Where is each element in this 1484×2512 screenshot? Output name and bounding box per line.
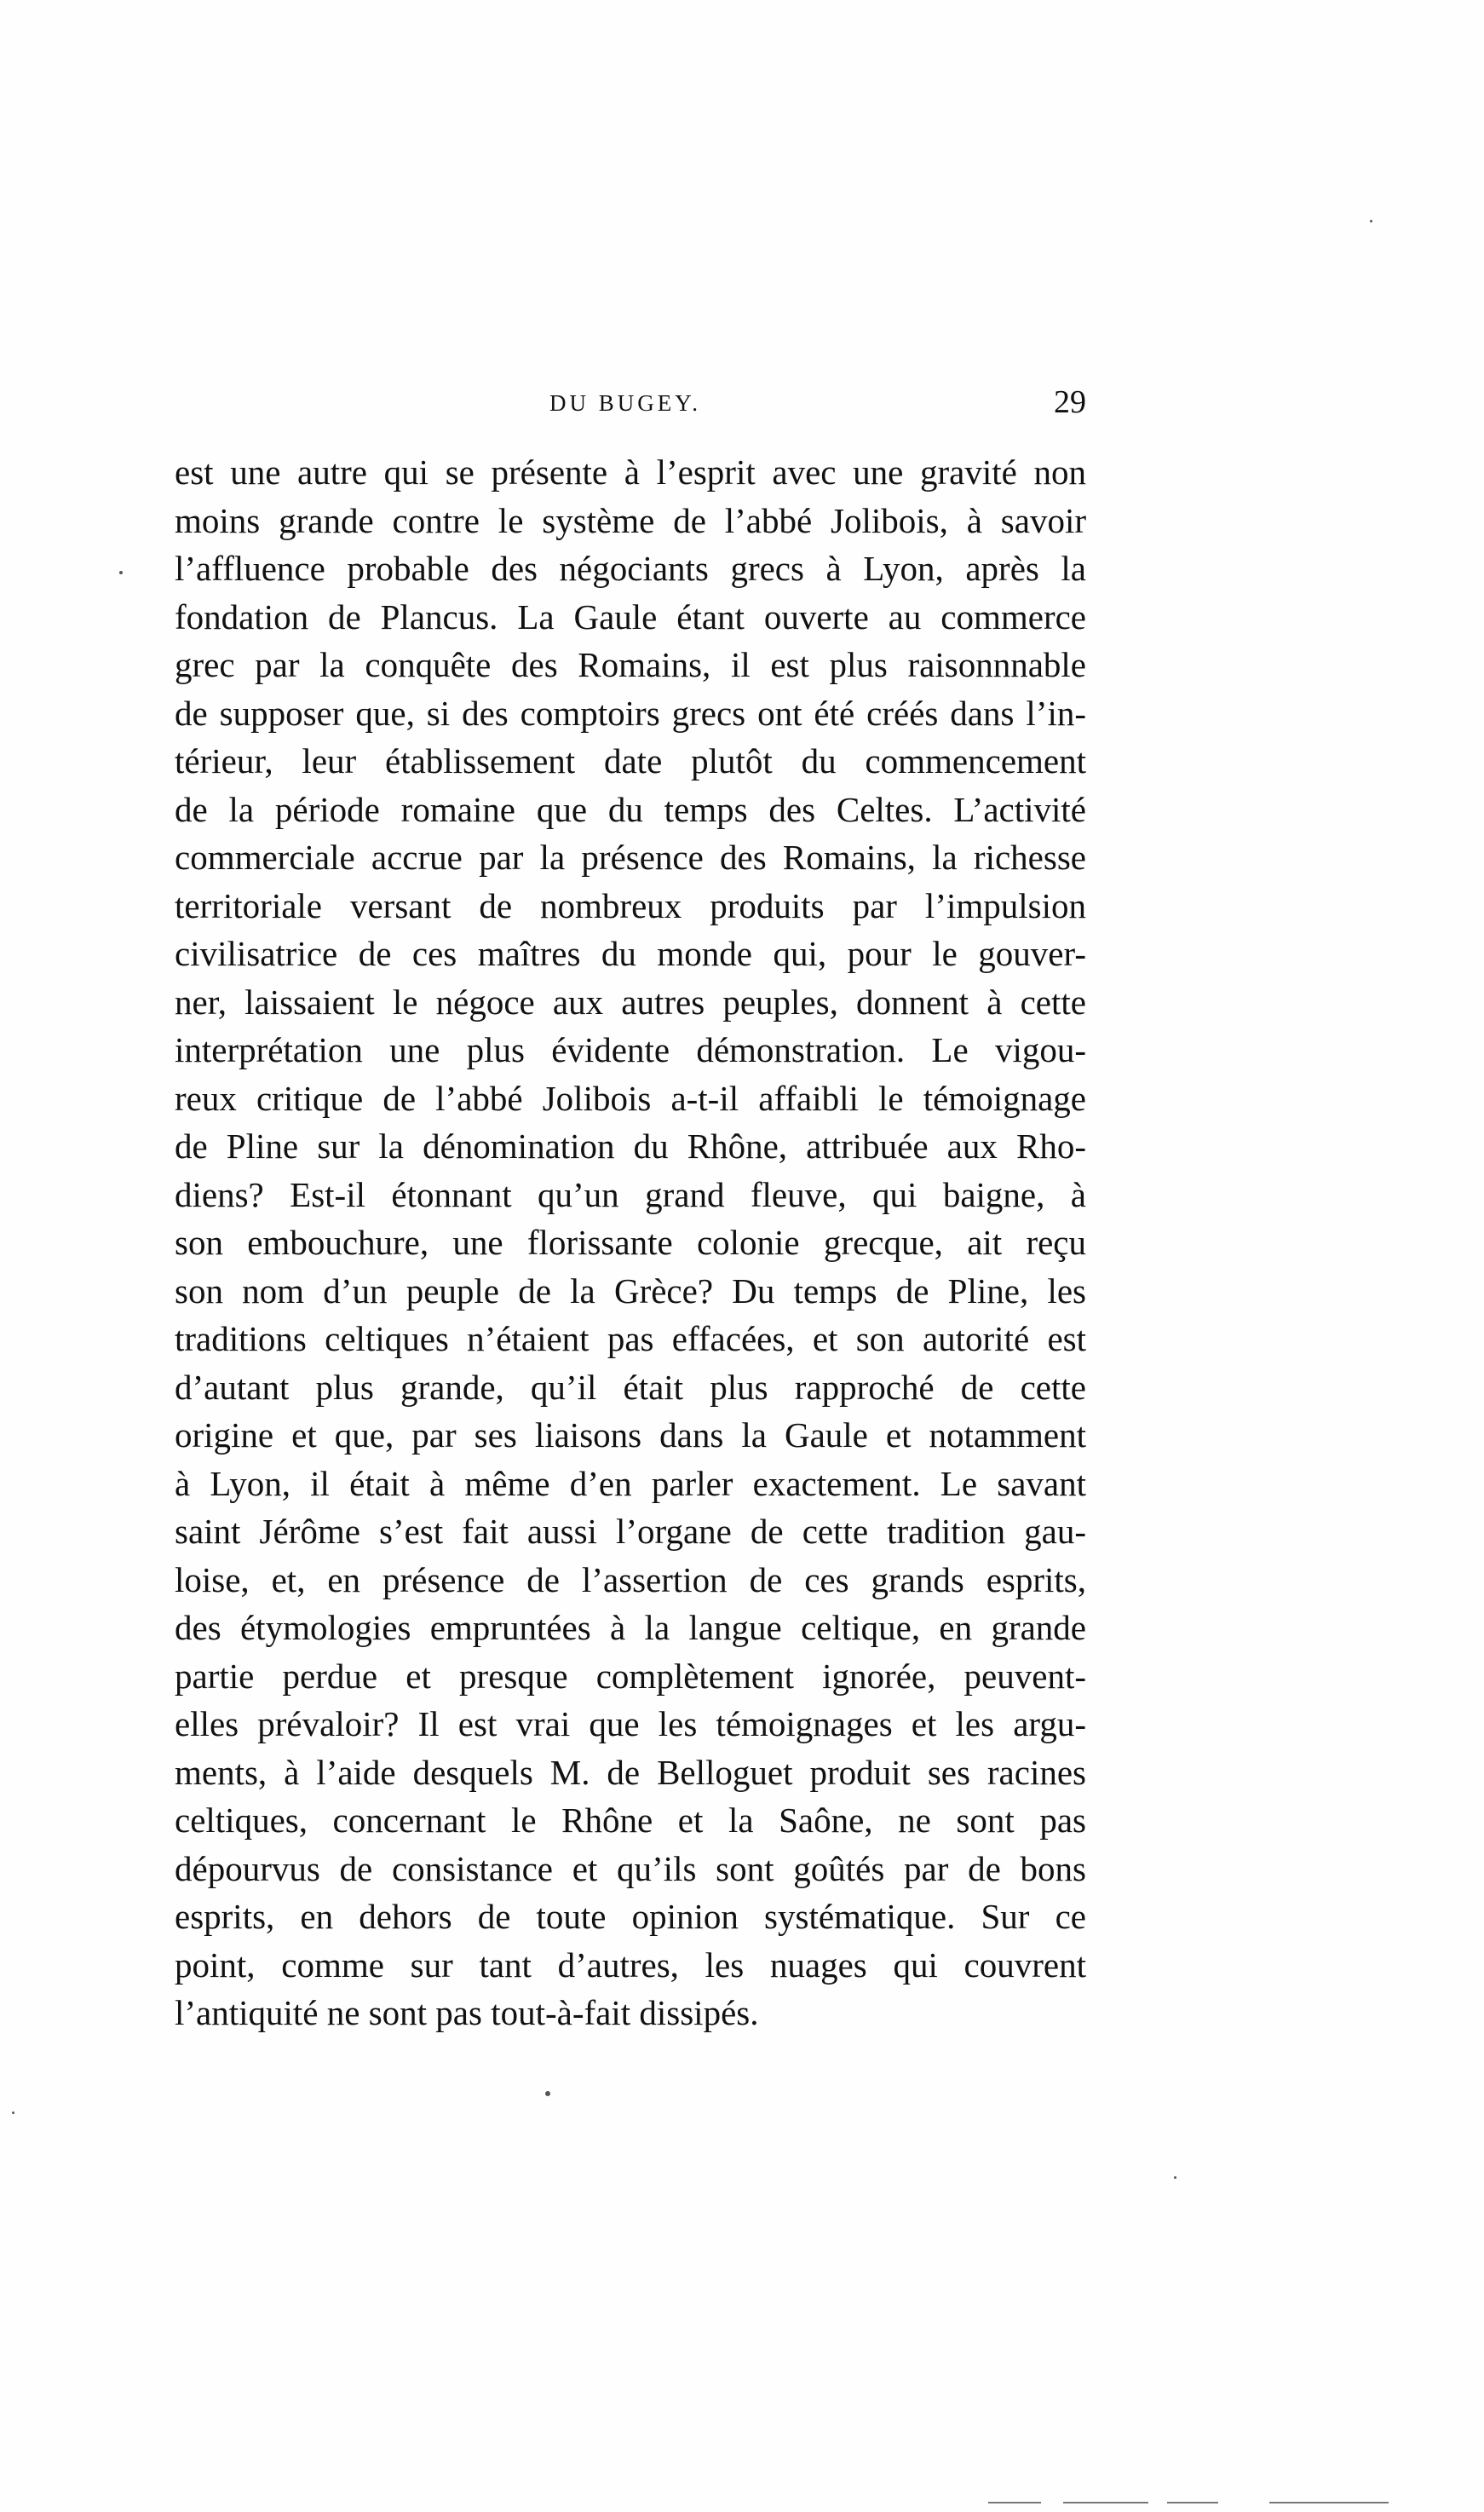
scan-speck (545, 2091, 550, 2096)
text-line: son embouchure, une florissante colonie grecque, ait reçu (175, 1223, 1086, 1262)
scan-speck (1370, 220, 1372, 222)
text-line: fondation de Plancus. La Gaule étant ouverte au commerce (175, 596, 1086, 637)
page-number: 29 (1054, 384, 1086, 420)
text-line: elles prévaloir? Il est vrai que les témoignages et les argu- (175, 1704, 1086, 1743)
text-line: ner, laissaient le négoce aux autres peuples, donnent à cette (175, 982, 1086, 1022)
text-line: l’antiquité ne sont pas tout-à-fait dissipés. (175, 1993, 759, 2032)
text-line: esprits, en dehors de toute opinion systématique. Sur ce (175, 1897, 1086, 1936)
text-line: ments, à l’aide desquels M. de Belloguet produit ses racines (175, 1752, 1086, 1792)
scan-speck (1174, 2176, 1176, 2179)
text-line: saint Jérôme s’est fait aussi l’organe de cette tradition gau- (175, 1512, 1086, 1551)
text-line: l’affluence probable des négociants grecs à Lyon, après la (175, 549, 1086, 588)
text-line: interprétation une plus évidente démonstration. Le vigou- (175, 1030, 1086, 1069)
scan-edge-rule (1167, 2502, 1218, 2503)
text-line: à Lyon, il était à même d’en parler exactement. Le savant (175, 1463, 1086, 1503)
scan-edge-rule (988, 2502, 1041, 2503)
text-line: reux critique de l’abbé Jolibois a-t-il affaibli le témoignage (175, 1078, 1086, 1118)
text-line: des étymologies empruntées à la langue celtique, en grande (175, 1608, 1086, 1647)
text-line: commerciale accrue par la présence des Romains, la richesse (175, 838, 1086, 877)
running-title: DU BUGEY. (549, 390, 702, 416)
running-head (175, 384, 1086, 441)
text-line: son nom d’un peuple de la Grèce? Du temps de Pline, les (175, 1270, 1086, 1311)
text-line: civilisatrice de ces maîtres du monde qui, pour le gouver- (175, 934, 1086, 973)
text-line: dépourvus de consistance et qu’ils sont goûtés par de bons (175, 1848, 1086, 1888)
text-line: d’autant plus grande, qu’il était plus rapproché de cette (175, 1367, 1086, 1407)
text-line: traditions celtiques n’étaient pas effacées, et son autorité est (175, 1319, 1086, 1358)
scan-edge-rule (1063, 2502, 1148, 2503)
text-line: de la période romaine que du temps des Celtes. L’activité (175, 789, 1086, 829)
text-line: point, comme sur tant d’autres, les nuages qui couvrent (175, 1944, 1086, 1985)
text-line: grec par la conquête des Romains, il est plus raisonnnable (175, 645, 1086, 684)
text-line: diens? Est-il étonnant qu’un grand fleuve, qui baigne, à (175, 1174, 1086, 1214)
text-line: de Pline sur la dénomination du Rhône, attribuée aux Rho- (175, 1126, 1086, 1166)
text-line: de supposer que, si des comptoirs grecs ont été créés dans l’in- (175, 693, 1086, 733)
scan-edge-rule (1269, 2502, 1389, 2503)
text-line: est une autre qui se présente à l’esprit avec une gravité non (175, 452, 1086, 492)
body-text (175, 448, 1086, 2037)
text-line: partie perdue et presque complètement ignorée, peuvent- (175, 1656, 1086, 1696)
text-line: moins grande contre le système de l’abbé Jolibois, à savoir (175, 500, 1086, 540)
text-line: origine et que, par ses liaisons dans la Gaule et notamment (175, 1415, 1086, 1455)
text-line: térieur, leur établissement date plutôt du commencement (175, 741, 1086, 781)
scan-speck (12, 2112, 14, 2114)
text-line: territoriale versant de nombreux produits par l’impulsion (175, 885, 1086, 925)
scan-speck (119, 571, 123, 574)
text-line: celtiques, concernant le Rhône et la Saône, ne sont pas (175, 1800, 1086, 1840)
text-line: loise, et, en présence de l’assertion de ces grands esprits, (175, 1559, 1086, 1599)
